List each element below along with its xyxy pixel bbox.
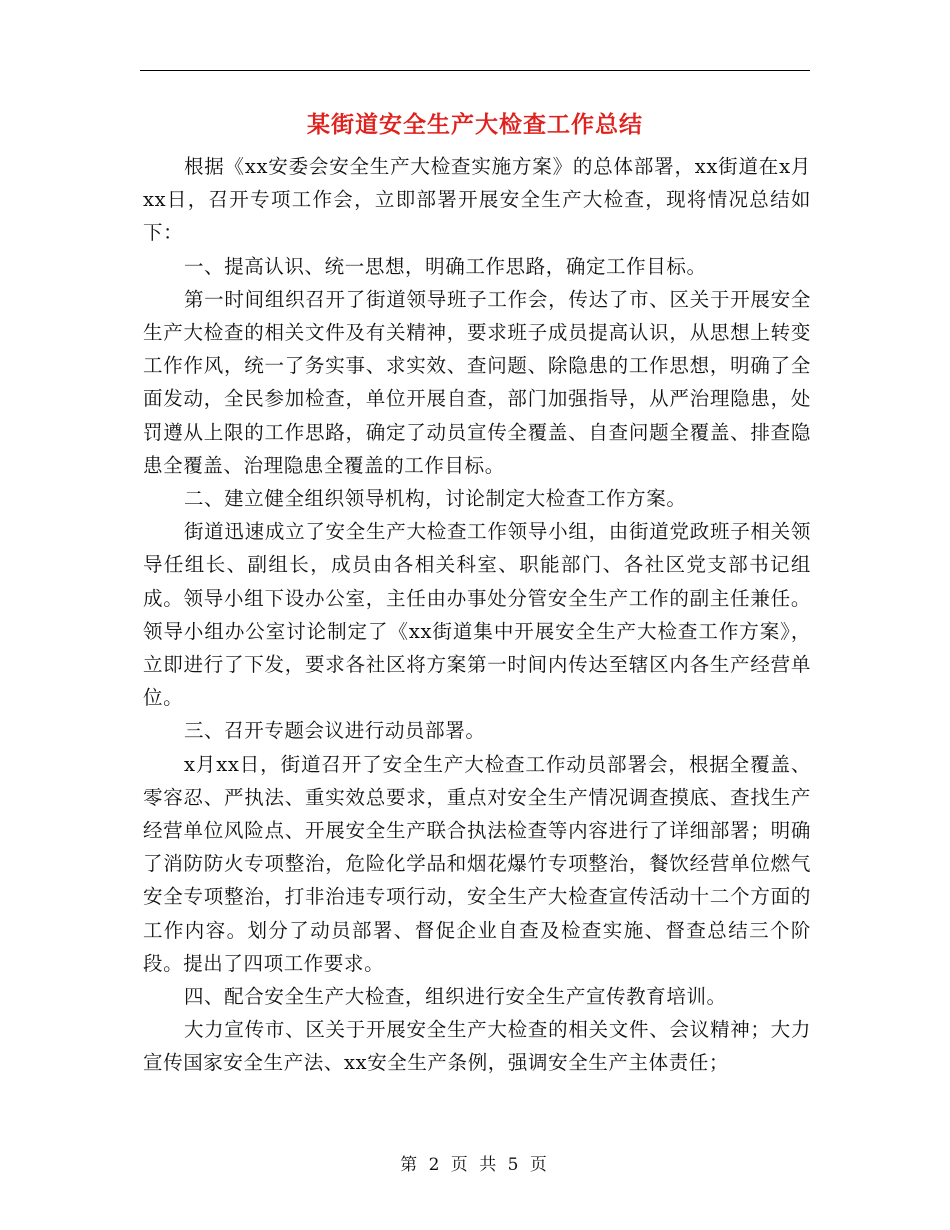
paragraph-section-1: 第一时间组织召开了街道领导班子工作会，传达了市、区关于开展安全生产大检查的相关文件及有关精神，要求班子成员提高认识，从思想上转变工作作风，统一了务实事、求实效、查问题、除隐患的工作思想，明确了全面发动，全民参加检查，单位开展自查，部门加强指导，从严治理隐患，处罚遵从上限的工作思路，确定了动员宣传全覆盖、自查问题全覆盖、排查隐患全覆盖、治理隐患全覆盖的工作目标。: [143, 287, 811, 477]
section-heading-2: 二、建立健全组织领导机构，讨论制定大检查工作方案。: [183, 487, 687, 511]
section-heading-1: 一、提高认识、统一思想，明确工作思路，确定工作目标。: [183, 254, 707, 278]
document-body: [143, 150, 811, 1080]
paragraph-section-4: 大力宣传市、区关于开展安全生产大检查的相关文件、会议精神；大力宣传国家安全生产法、xx安全生产条例，强调安全生产主体责任；: [143, 1018, 811, 1075]
section-heading-4: 四、配合安全生产大检查，组织进行安全生产宣传教育培训。: [183, 985, 727, 1009]
section-heading-3: 三、召开专题会议进行动员部署。: [183, 719, 486, 743]
paragraph-section-2: 街道迅速成立了安全生产大检查工作领导小组，由街道党政班子相关领导任组长、副组长，成员由各相关科室、职能部门、各社区党支部书记组成。领导小组下设办公室，主任由办事处分管安全生产工作的副主任兼任。领导小组办公室讨论制定了《xx街道集中开展安全生产大检查工作方案》，立即进行了下发，要求各社区将方案第一时间内传达至辖区内各生产经营单位。: [143, 520, 811, 710]
document-title: 某街道安全生产大检查工作总结: [307, 111, 643, 138]
header-rule: [140, 70, 810, 71]
page-number-footer: 第 2 页 共 5 页: [400, 1155, 550, 1175]
paragraph-section-3: x月xx日，街道召开了安全生产大检查工作动员部署会，根据全覆盖、零容忍、严执法、重实效总要求，重点对安全生产情况调查摸底、查找生产经营单位风险点、开展安全生产联合执法检查等内容进行了详细部署；明确了消防防火专项整治，危险化学品和烟花爆竹专项整治，餐饮经营单位燃气安全专项整治，打非治违专项行动，安全生产大检查宣传活动十二个方面的工作内容。划分了动员部署、督促企业自查及检查实施、督查总结三个阶段。提出了四项工作要求。: [143, 752, 811, 975]
paragraph-intro: 根据《xx安委会安全生产大检查实施方案》的总体部署，xx街道在x月xx日，召开专项工作会，立即部署开展安全生产大检查，现将情况总结如下：: [143, 155, 811, 245]
